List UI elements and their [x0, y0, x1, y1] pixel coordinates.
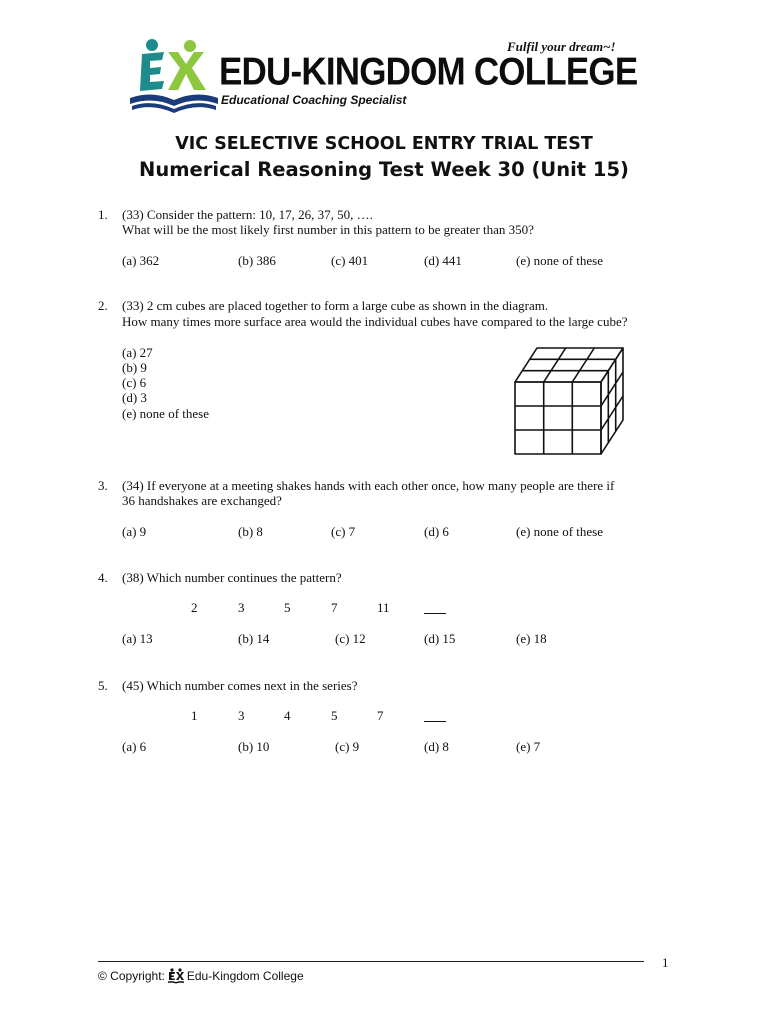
question-1-text: What will be the most likely first number in this pattern to be greater than 350?	[122, 222, 534, 237]
question-1-option[interactable]: (c) 401	[331, 253, 369, 268]
tagline: Fulfil your dream~!	[507, 39, 616, 54]
page-number: 1	[662, 955, 669, 970]
sequence-number: 7	[377, 708, 384, 723]
sequence-number: 4	[284, 708, 291, 723]
question-2-option[interactable]: (b) 9	[122, 360, 147, 375]
question-4-number: 4.	[98, 570, 108, 585]
college-logo-icon	[128, 38, 220, 114]
copyright-college: Edu-Kingdom College	[186, 969, 304, 983]
sequence-number: 11	[377, 600, 390, 615]
question-2-option[interactable]: (d) 3	[122, 390, 147, 405]
sequence-number: 5	[284, 600, 291, 615]
question-4-option[interactable]: (a) 13	[122, 631, 153, 646]
sequence-number: 5	[331, 708, 338, 723]
question-1-number: 1.	[98, 207, 108, 222]
question-3-option[interactable]: (a) 9	[122, 524, 147, 539]
question-2-option[interactable]: (a) 27	[122, 345, 153, 360]
sequence-number: 2	[191, 600, 198, 615]
sequence-number: 3	[238, 708, 245, 723]
answer-blank	[424, 709, 446, 727]
college-logo-small-icon	[167, 968, 185, 984]
question-4-option[interactable]: (d) 15	[424, 631, 456, 646]
question-5-text: (45) Which number comes next in the series?	[122, 678, 358, 693]
question-1-text: (33) Consider the pattern: 10, 17, 26, 37, 50, ….	[122, 207, 373, 222]
test-title: VIC SELECTIVE SCHOOL ENTRY TRIAL TEST	[175, 134, 593, 154]
question-3-option[interactable]: (d) 6	[424, 524, 449, 539]
question-4-option[interactable]: (c) 12	[335, 631, 366, 646]
question-1-option[interactable]: (b) 386	[238, 253, 276, 268]
question-1-option[interactable]: (a) 362	[122, 253, 160, 268]
test-subtitle: Numerical Reasoning Test Week 30 (Unit 15)	[139, 158, 629, 181]
sequence-number: 3	[238, 600, 245, 615]
question-5-option[interactable]: (e) 7	[516, 739, 541, 754]
question-5-number: 5.	[98, 678, 108, 693]
footer-divider	[98, 961, 644, 962]
sequence-number: 7	[331, 600, 338, 615]
question-1-option[interactable]: (e) none of these	[516, 253, 603, 268]
question-4-text: (38) Which number continues the pattern?	[122, 570, 342, 585]
question-2-text: (33) 2 cm cubes are placed together to form a large cube as shown in the diagram.	[122, 298, 549, 313]
question-5-option[interactable]: (a) 6	[122, 739, 147, 754]
question-2-text: How many times more surface area would the individual cubes have compared to the large cube?	[122, 314, 628, 329]
question-3-option[interactable]: (e) none of these	[516, 524, 603, 539]
question-5-option[interactable]: (b) 10	[238, 739, 270, 754]
college-subtitle: Educational Coaching Specialist	[221, 93, 407, 107]
copyright	[98, 968, 304, 984]
answer-blank	[424, 601, 446, 619]
question-4-option[interactable]: (b) 14	[238, 631, 270, 646]
sequence-number: 1	[191, 708, 198, 723]
question-4-option[interactable]: (e) 18	[516, 631, 547, 646]
question-2-number: 2.	[98, 298, 108, 313]
question-3-text: (34) If everyone at a meeting shakes hands with each other once, how many people are there if	[122, 478, 615, 493]
college-name: EDU-KINGDOM COLLEGE	[219, 50, 638, 94]
cube-diagram	[514, 346, 626, 456]
question-1-option[interactable]: (d) 441	[424, 253, 462, 268]
copyright-label: © Copyright:	[98, 969, 165, 983]
question-5-option[interactable]: (d) 8	[424, 739, 449, 754]
question-2-option[interactable]: (e) none of these	[122, 406, 209, 421]
question-3-text: 36 handshakes are exchanged?	[122, 493, 282, 508]
question-3-option[interactable]: (c) 7	[331, 524, 356, 539]
question-3-option[interactable]: (b) 8	[238, 524, 263, 539]
question-2-option[interactable]: (c) 6	[122, 375, 147, 390]
question-5-option[interactable]: (c) 9	[335, 739, 360, 754]
question-3-number: 3.	[98, 478, 108, 493]
